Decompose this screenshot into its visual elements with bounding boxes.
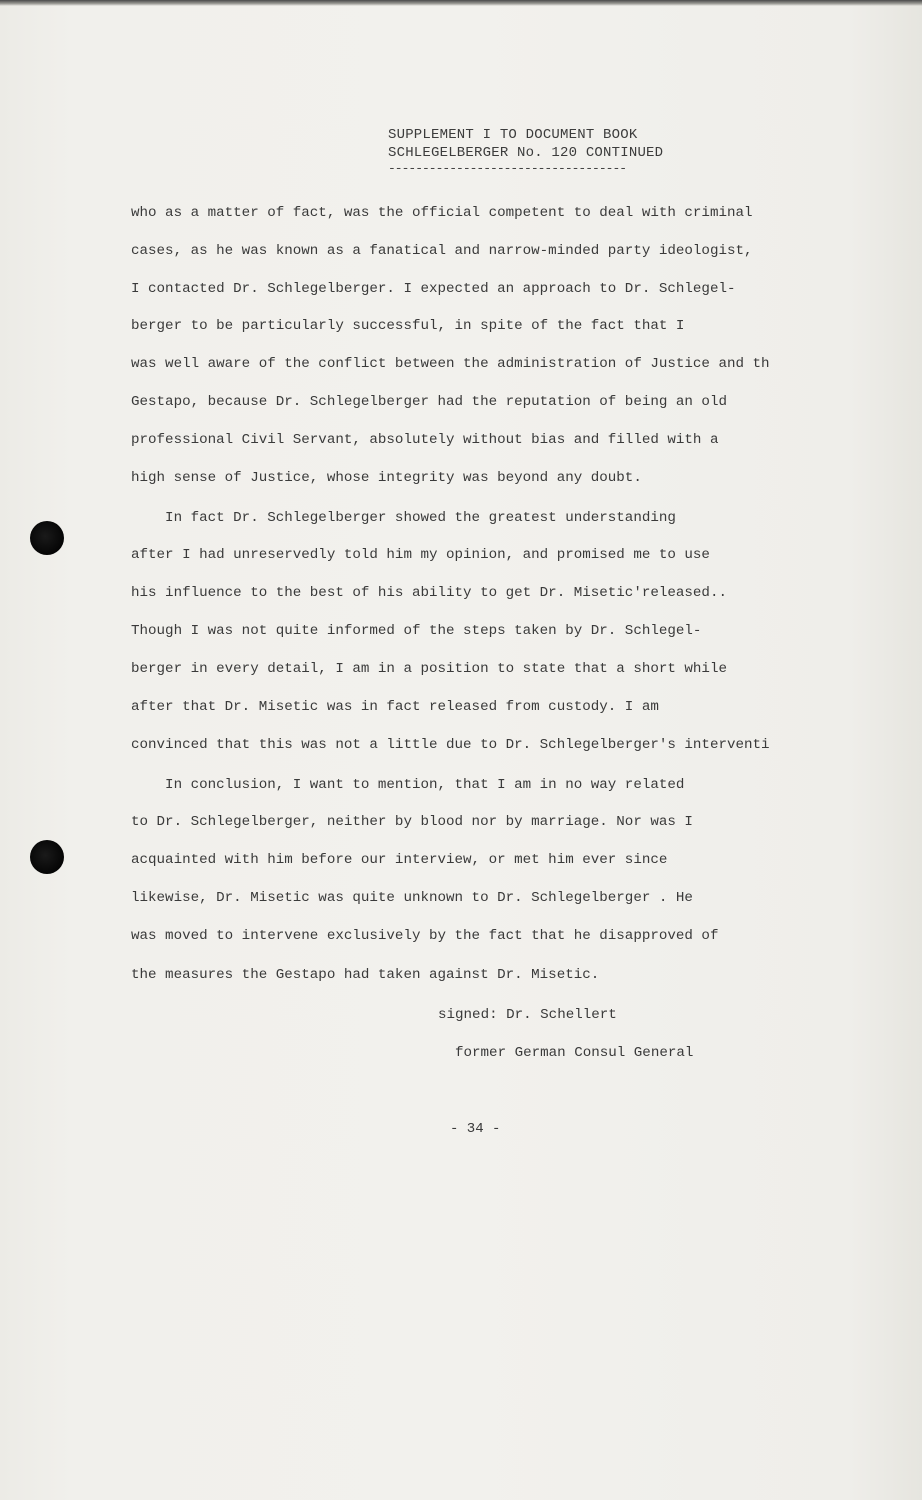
body-line: Gestapo, because Dr. Schlegelberger had the reputation of being an old (131, 394, 727, 410)
body-line: who as a matter of fact, was the official competent to deal with criminal (131, 205, 753, 221)
body-line: acquainted with him before our interview, or met him ever since (131, 852, 668, 868)
header-subtitle-line: SCHLEGELBERGER No. 120 CONTINUED (388, 145, 664, 161)
signature-line: signed: Dr. Schellert (438, 1007, 617, 1023)
header-underline: ----------------------------------- (388, 161, 627, 176)
body-line: professional Civil Servant, absolutely without bias and filled with a (131, 432, 719, 448)
body-line: convinced that this was not a little due to Dr. Schlegelberger's interventi (131, 737, 770, 753)
signatory-title: former German Consul General (455, 1045, 694, 1061)
body-line: after that Dr. Misetic was in fact released from custody. I am (131, 699, 659, 715)
body-line: the measures the Gestapo had taken against Dr. Misetic. (131, 967, 600, 983)
body-line: I contacted Dr. Schlegelberger. I expected an approach to Dr. Schlegel- (131, 281, 736, 297)
punch-hole-bottom (30, 840, 64, 874)
body-line: berger in every detail, I am in a position to state that a short while (131, 661, 727, 677)
body-line: to Dr. Schlegelberger, neither by blood nor by marriage. Nor was I (131, 814, 693, 830)
body-line: berger to be particularly successful, in spite of the fact that I (131, 318, 685, 334)
body-line: cases, as he was known as a fanatical and narrow-minded party ideologist, (131, 243, 753, 259)
body-line: was well aware of the conflict between the administration of Justice and th (131, 356, 770, 372)
body-paragraph-start: In fact Dr. Schlegelberger showed the greatest understanding (131, 510, 676, 526)
body-line: his influence to the best of his ability to get Dr. Misetic'released.. (131, 585, 727, 601)
body-line: was moved to intervene exclusively by the fact that he disapproved of (131, 928, 719, 944)
page-number: - 34 - (450, 1121, 501, 1137)
body-line: Though I was not quite informed of the steps taken by Dr. Schlegel- (131, 623, 702, 639)
body-paragraph-start: In conclusion, I want to mention, that I am in no way related (131, 777, 685, 793)
body-line: after I had unreservedly told him my opinion, and promised me to use (131, 547, 710, 563)
body-line: likewise, Dr. Misetic was quite unknown to Dr. Schlegelberger . He (131, 890, 693, 906)
header-title-line: SUPPLEMENT I TO DOCUMENT BOOK (388, 127, 638, 143)
punch-hole-top (30, 521, 64, 555)
body-line: high sense of Justice, whose integrity was beyond any doubt. (131, 470, 642, 486)
